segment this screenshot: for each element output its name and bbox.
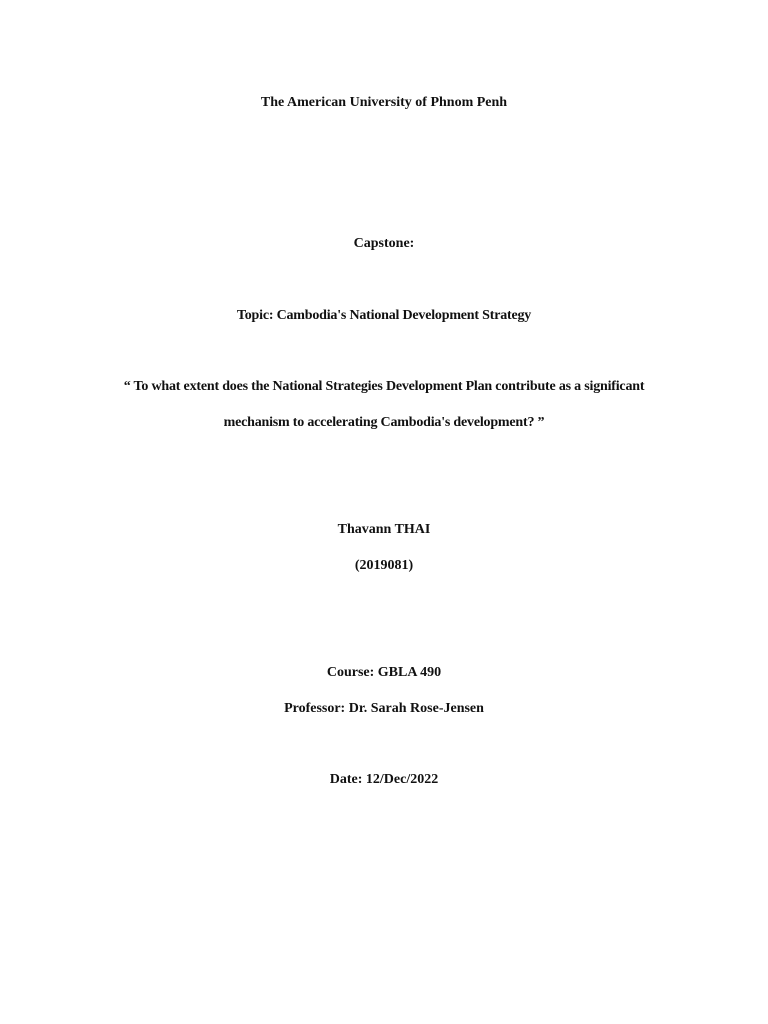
submission-date: Date: 12/Dec/2022 — [329, 772, 439, 787]
professor-name: Professor: Dr. Sarah Rose-Jensen — [284, 701, 484, 716]
course-code: Course: GBLA 490 — [326, 665, 442, 680]
capstone-label: Capstone: — [353, 236, 415, 251]
topic-heading: Topic: Cambodia's National Development Strategy — [236, 308, 532, 323]
research-question-line-2: mechanism to accelerating Cambodia's development? ” — [223, 415, 545, 430]
university-name: The American University of Phnom Penh — [260, 95, 508, 110]
research-question-line-1: “ To what extent does the National Strategies Development Plan contribute as a significant — [123, 379, 645, 394]
student-id: (2019081) — [354, 558, 414, 573]
author-name: Thavann THAI — [337, 522, 431, 537]
